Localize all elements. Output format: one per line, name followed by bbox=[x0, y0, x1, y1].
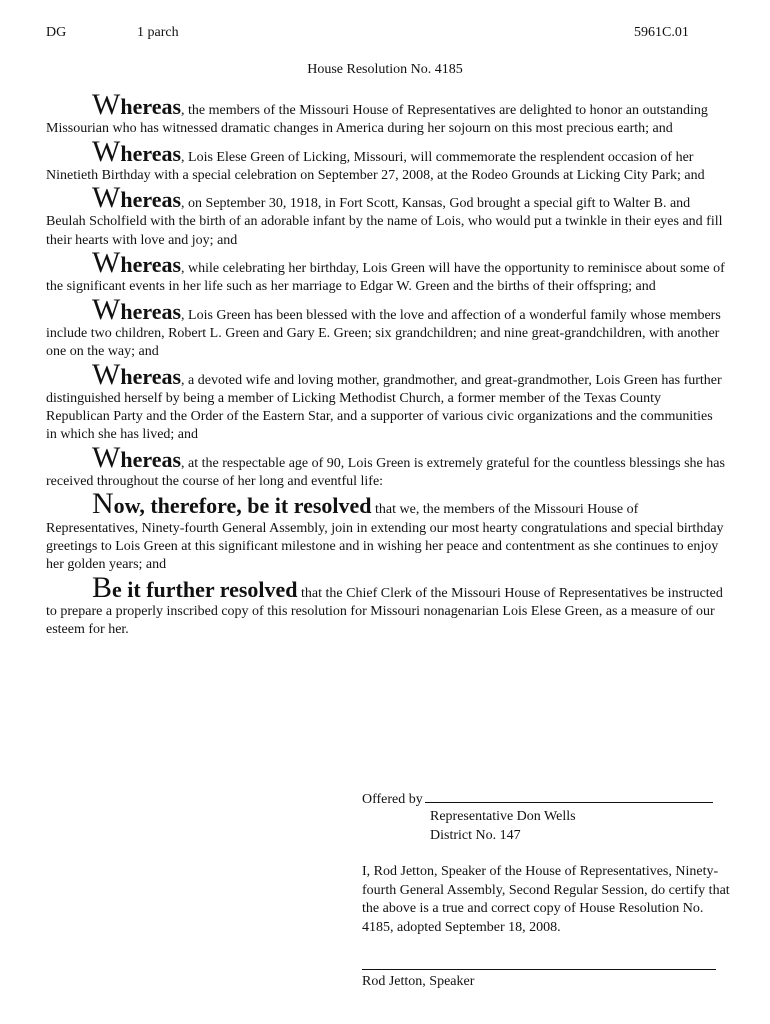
whereas-paragraph-3 bbox=[46, 181, 726, 250]
lead-word: hereas bbox=[120, 298, 182, 324]
paragraph-text: , the members of the Missouri House of Representatives are delighted to honor an outstanding Missourian who has witnessed dramatic changes in America during her sojourn on this most precious earth; and bbox=[46, 103, 708, 137]
lead-word: hereas bbox=[120, 94, 182, 119]
paragraph-text: that the Chief Clerk of the Missouri House of Representatives be instructed to prepare a properly inscribed copy of this resolution for Missouri nonagenarian Lois Elese Green, as a measure of our esteem for her. bbox=[46, 585, 723, 638]
lead-word: hereas bbox=[120, 140, 182, 166]
offered-by-line bbox=[362, 790, 713, 809]
further-resolved-paragraph bbox=[46, 570, 726, 640]
paragraph-text: , on September 30, 1918, in Fort Scott, Kansas, God brought a special gift to Walter B. and Beulah Scholfield with the birth of an adorable infant by the name of Lois, who would put a twinkle in their eyes and fill their hearts with love and joy; and bbox=[46, 196, 723, 248]
paragraph-lead bbox=[92, 134, 182, 168]
whereas-paragraph-7 bbox=[46, 440, 726, 492]
lead-capital: B bbox=[92, 570, 113, 604]
lead-word: ow, therefore, be it resolved bbox=[113, 493, 372, 519]
lead-word: hereas bbox=[120, 446, 182, 472]
paragraph-text: , Lois Green has been blessed with the love and affection of a wonderful family whose members include two children, Robert L. Green and Gary E. Green; six grandchildren; and nine great-grandchildren, with another one on the way; and bbox=[46, 307, 721, 360]
whereas-paragraph-6 bbox=[46, 357, 726, 445]
paragraph-lead bbox=[92, 88, 182, 121]
resolution-body bbox=[46, 88, 726, 639]
lead-capital: W bbox=[92, 357, 121, 391]
paragraph-text: , while celebrating her birthday, Lois Green will have the opportunity to reminisce about some of the significant events in her life such as her marriage to Edgar W. Green and the births of their offspring; and bbox=[46, 261, 725, 295]
lead-capital: W bbox=[92, 88, 121, 121]
offered-by-label: Offered by bbox=[362, 792, 423, 807]
lead-capital: W bbox=[92, 440, 121, 474]
lead-capital: N bbox=[92, 487, 114, 521]
whereas-paragraph-1 bbox=[46, 88, 726, 139]
lead-word: hereas bbox=[120, 252, 182, 278]
paragraph-lead bbox=[92, 487, 372, 521]
lead-word: hereas bbox=[120, 187, 182, 213]
paragraph-lead bbox=[92, 246, 182, 280]
header-parch-label: 1 parch bbox=[137, 25, 179, 40]
lead-word: e it further resolved bbox=[112, 576, 298, 602]
paragraph-text: , a devoted wife and loving mother, grandmother, and great-grandmother, Lois Green has further distinguished herself by being a member of Licking Methodist Church, a former member of the Texas County Republican Party and the Order of the Eastern Star, and a supporter of various civic organizations and the communities in which she has lived; and bbox=[46, 372, 722, 443]
whereas-paragraph-5 bbox=[46, 292, 726, 362]
header-left-code: DG bbox=[46, 25, 67, 40]
speaker-certification: I, Rod Jetton, Speaker of the House of Representatives, Ninety-fourth General Assembly, Second Regular Session, do certify that the above is a true and correct copy of House Resolution No. 4185, adopted September 18, 2008. bbox=[362, 864, 730, 935]
paragraph-text: , at the respectable age of 90, Lois Green is extremely grateful for the countless blessings she has received throughout the course of her long and eventful life: bbox=[46, 455, 725, 490]
offered-by-signature-line bbox=[425, 790, 713, 803]
lead-capital: W bbox=[92, 246, 121, 280]
district-number: District No. 147 bbox=[430, 827, 521, 843]
paragraph-text: that we, the members of the Missouri House of Representatives, Ninety-fourth General Assembly, join in extending our most hearty congratulations and special birthday greetings to Lois Green at this significant milestone and in wishing her peace and contentment as she continues to enjoy her golden years; and bbox=[46, 502, 724, 573]
paragraph-lead bbox=[92, 357, 182, 391]
speaker-name: Rod Jetton, Speaker bbox=[362, 974, 475, 989]
paragraph-lead bbox=[92, 570, 298, 604]
lead-capital: W bbox=[92, 181, 121, 215]
whereas-paragraph-2 bbox=[46, 134, 726, 186]
paragraph-lead bbox=[92, 440, 182, 474]
lead-capital: W bbox=[92, 292, 121, 326]
resolved-paragraph bbox=[46, 487, 726, 574]
header-document-number: 5961C.01 bbox=[634, 25, 689, 40]
whereas-paragraph-4 bbox=[46, 246, 726, 297]
speaker-signature-line bbox=[362, 969, 716, 970]
lead-capital: W bbox=[92, 134, 121, 168]
paragraph-lead bbox=[92, 181, 182, 215]
sponsor-block bbox=[430, 808, 576, 845]
resolution-title: House Resolution No. 4185 bbox=[307, 62, 463, 77]
representative-name: Representative Don Wells bbox=[430, 809, 576, 824]
paragraph-text: , Lois Elese Green of Licking, Missouri, will commemorate the resplendent occasion of her Ninetieth Birthday with a special celebration on September 27, 2008, at the Rodeo Grounds at Licking City Park; and bbox=[46, 149, 705, 183]
lead-word: hereas bbox=[120, 363, 182, 389]
paragraph-lead bbox=[92, 292, 182, 326]
